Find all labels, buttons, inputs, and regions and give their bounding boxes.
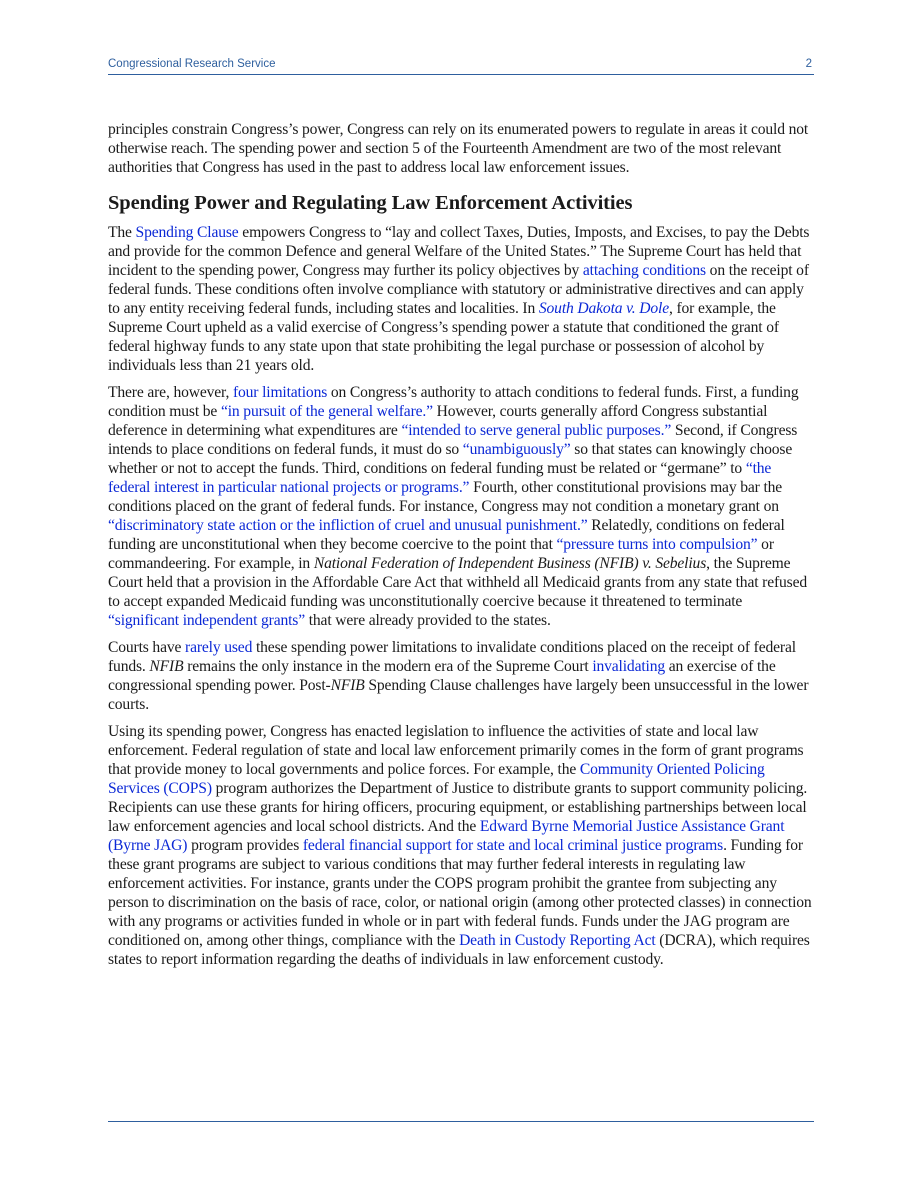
link-rarely-used[interactable]: rarely used <box>185 639 253 656</box>
paragraph-text: , the Supreme Court held that a provision in the Affordable Care Act that withheld all Medicaid grants from any state that refused to accept expanded Medicaid funding was unconstitutionally coercive because it threatened to terminate <box>108 555 807 610</box>
link-invalidating[interactable]: invalidating <box>592 658 666 675</box>
paragraph-text: so that states can knowingly choose whether or not to accept the funds. Third, conditions on federal funding must be related or “germane” to <box>108 441 793 477</box>
paragraph-text: on the receipt of federal funds. These conditions often involve compliance with statutory or administrative directives and can apply to any entity receiving federal funds, including states and localities. In <box>108 262 809 317</box>
paragraph-text: . Funding for these grant programs are subject to various conditions that may further federal interests in regulating law enforcement activities. For instance, grants under the COPS program prohibit the grantee from subjecting any person to discrimination on the basis of race, color, or national origin (among other protected classes) in connection with any programs or activities funded in whole or in part with federal funds. Funds under the JAG program are conditioned on, among other things, compliance with the <box>108 837 812 949</box>
paragraph-text: program provides <box>187 837 303 854</box>
paragraph-text: principles constrain Congress’s power, Congress can rely on its enumerated powers to regulate in areas it could not otherwise reach. The spending power and section 5 of the Fourteenth Amendment are two of the most relevant authorities that Congress has used in the past to address local law enforcement issues. <box>108 121 809 176</box>
paragraph-text: Courts have <box>108 639 186 656</box>
paragraph-text: on Congress’s authority to attach conditions to federal funds. First, a funding condition must be <box>108 384 799 420</box>
footer-divider <box>108 1121 814 1122</box>
link-federal-financial-support[interactable]: federal financial support for state and local criminal justice programs <box>302 837 724 854</box>
paragraph-text: Relatedly, conditions on federal funding are unconstitutional when they become coercive to the point that <box>108 517 785 553</box>
paragraph-text: or commandeering. For example, in <box>108 536 774 572</box>
paragraph-text: Fourth, other constitutional provisions may bar the conditions placed on the grant of federal funds. For instance, Congress may not condition a monetary grant on <box>108 479 783 515</box>
document-body <box>108 120 814 977</box>
link-four-limitations[interactable]: four limitations <box>232 384 328 401</box>
link-federal-interest[interactable]: “the federal interest in particular national projects or programs.” <box>108 460 772 496</box>
paragraph-rarely-used <box>108 638 814 714</box>
link-spending-clause[interactable]: Spending Clause <box>135 224 239 241</box>
link-general-welfare[interactable]: “in pursuit of the general welfare.” <box>220 403 433 420</box>
link-public-purposes[interactable]: “intended to serve general public purposes.” <box>401 422 672 439</box>
paragraph-text: remains the only instance in the modern era of the Supreme Court <box>183 658 593 675</box>
link-south-dakota-v-dole[interactable]: South Dakota v. Dole <box>538 300 669 317</box>
paragraph-text: However, courts generally afford Congress substantial deference in determining what expenditures are <box>108 403 768 439</box>
paragraph-text: The <box>108 224 136 241</box>
paragraph-intro <box>108 120 814 177</box>
page-header <box>108 56 814 75</box>
section-heading: Spending Power and Regulating Law Enforcement Activities <box>108 192 633 214</box>
paragraph-text: these spending power limitations to invalidate conditions placed on the receipt of federal funds. <box>108 639 796 675</box>
paragraph-text: program authorizes the Department of Justice to distribute grants to support community policing. Recipients can use these grants for hiring officers, procuring equipment, or establishing partnerships between local law enforcement agencies and local school districts. And the <box>108 780 808 835</box>
link-byrne-jag[interactable]: Edward Byrne Memorial Justice Assistance Grant (Byrne JAG) <box>108 818 785 854</box>
link-pressure-compulsion[interactable]: “pressure turns into compulsion” <box>556 536 758 553</box>
link-cops-program[interactable]: Community Oriented Policing Services (COPS) <box>108 761 765 797</box>
paragraph-text: an exercise of the congressional spending power. Post- <box>108 658 776 694</box>
link-attaching-conditions[interactable]: attaching conditions <box>582 262 706 279</box>
paragraph-text: Second, if Congress intends to place conditions on federal funds, it must do so <box>108 422 798 458</box>
case-name-nfib: National Federation of Independent Business (NFIB) v. Sebelius <box>313 555 707 572</box>
paragraph-text: Using its spending power, Congress has enacted legislation to influence the activities of state and local law enforcement. Federal regulation of state and local law enforcement primarily comes in the form of grant programs that provide money to local governments and police forces. For example, the <box>108 723 804 778</box>
link-significant-independent-grants[interactable]: “significant independent grants” <box>108 612 305 629</box>
case-name-nfib-short: NFIB <box>330 677 365 694</box>
paragraph-text: Spending Clause challenges have largely been unsuccessful in the lower courts. <box>108 677 809 713</box>
link-unambiguously[interactable]: “unambiguously” <box>462 441 571 458</box>
header-org: Congressional Research Service <box>108 58 276 70</box>
case-name-nfib-short: NFIB <box>149 658 184 675</box>
paragraph-spending-clause <box>108 223 814 375</box>
paragraph-grant-programs <box>108 722 814 969</box>
paragraph-text: , for example, the Supreme Court upheld as a valid exercise of Congress’s spending power a statute that conditioned the grant of federal highway funds to any state upon that state prohibiting the legal purchase or possession of alcohol by individuals less than 21 years old. <box>108 300 779 374</box>
paragraph-text: There are, however, <box>108 384 233 401</box>
page-number: 2 <box>805 58 812 70</box>
paragraph-text: empowers Congress to “lay and collect Taxes, Duties, Imposts, and Excises, to pay the Debts and provide for the common Defence and general Welfare of the United States.” The Supreme Court has held that incident to the spending power, Congress may further its policy objectives by <box>108 224 810 279</box>
paragraph-text: that were already provided to the states. <box>304 612 551 629</box>
paragraph-limitations <box>108 383 814 630</box>
link-dcra[interactable]: Death in Custody Reporting Act <box>459 932 656 949</box>
link-discriminatory-state-action[interactable]: “discriminatory state action or the infliction of cruel and unusual punishment.” <box>108 517 588 534</box>
paragraph-text: (DCRA), which requires states to report information regarding the deaths of individuals in law enforcement custody. <box>108 932 810 968</box>
